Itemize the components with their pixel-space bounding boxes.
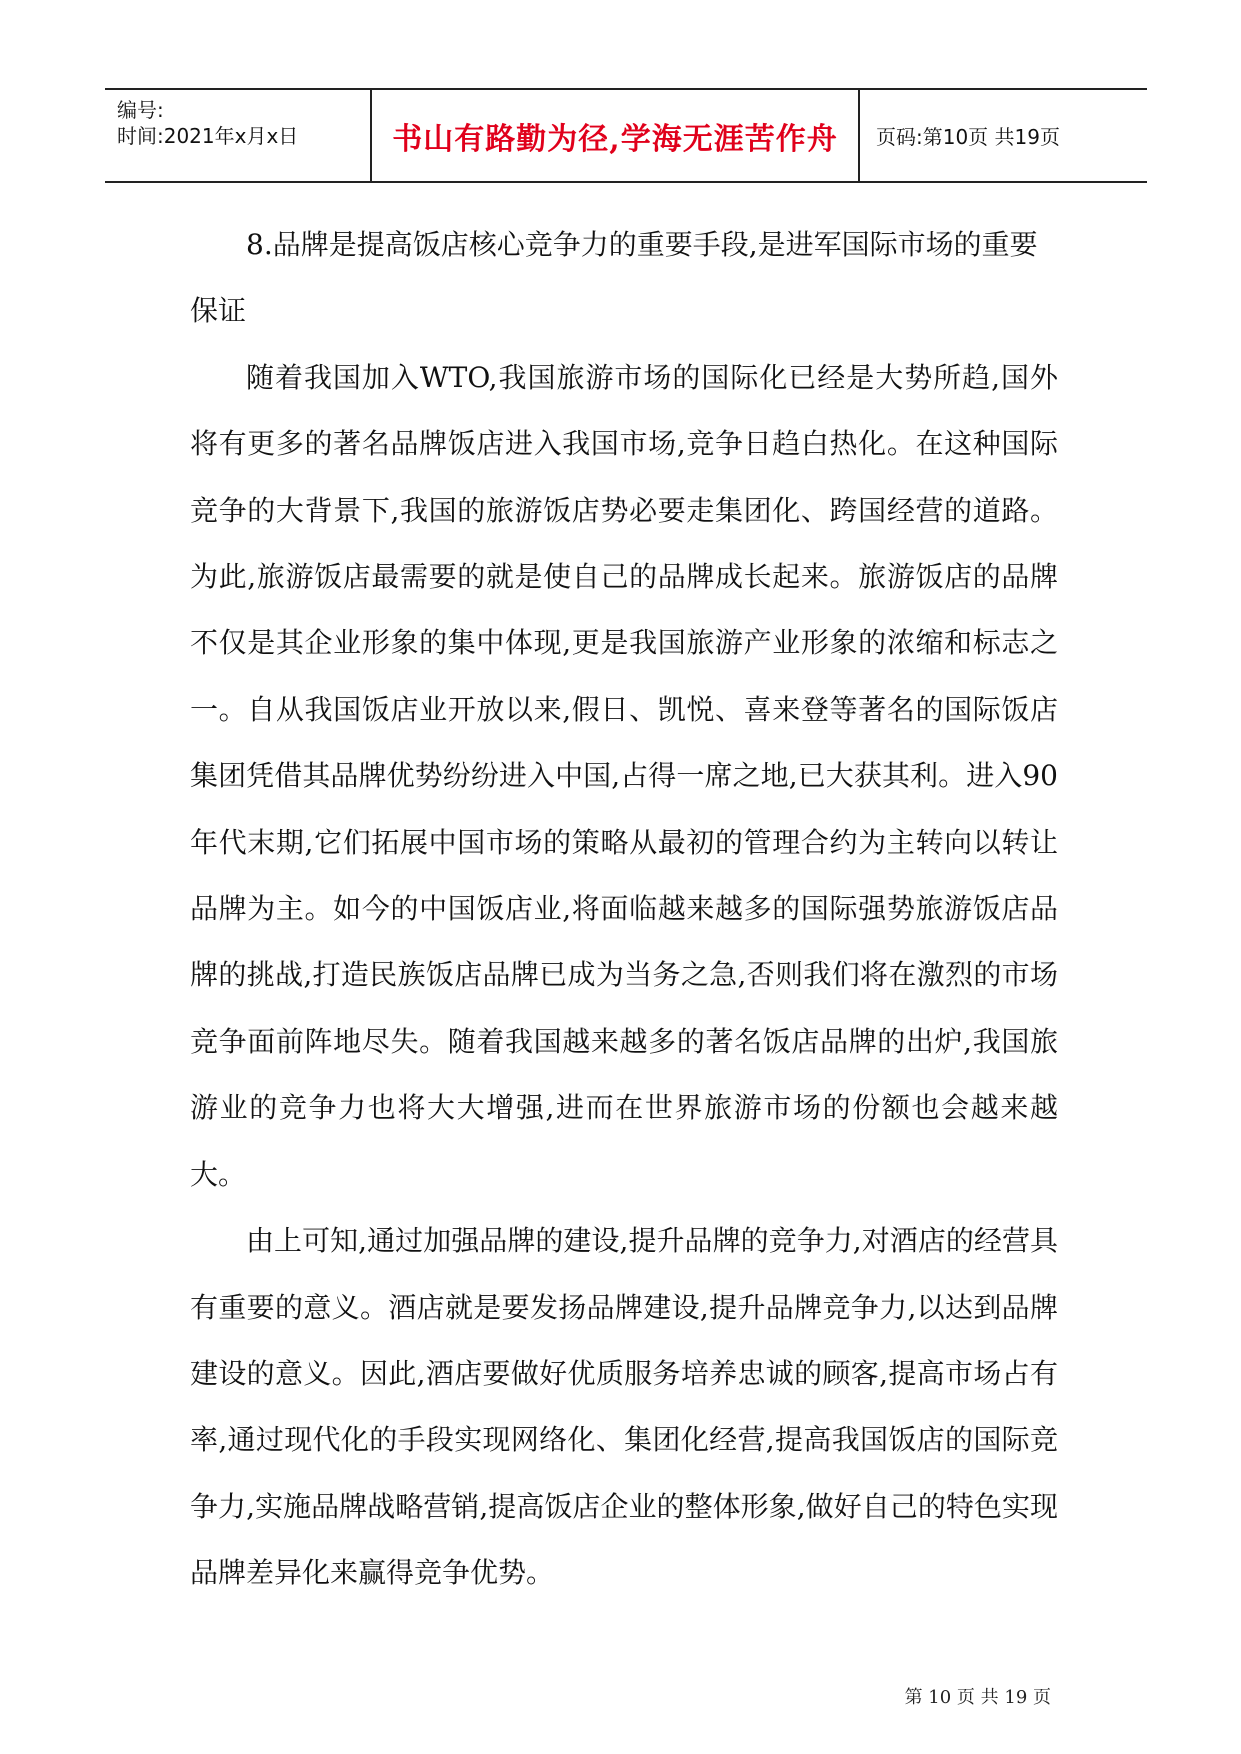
section-heading: 8.品牌是提高饭店核心竞争力的重要手段,是进军国际市场的重要保证 xyxy=(190,228,1038,328)
document-body xyxy=(190,212,1058,1607)
document-header xyxy=(105,88,1147,183)
header-motto-cell xyxy=(370,90,860,181)
footer-page-number: 第 10 页 共 19 页 xyxy=(904,1687,1051,1708)
document-number-label: 编号: xyxy=(117,98,164,122)
header-motto: 书山有路勤为径,学海无涯苦作舟 xyxy=(392,121,838,157)
body-paragraph-1: 随着我国加入WTO,我国旅游市场的国际化已经是大势所趋,国外将有更多的著名品牌饭店进入我国市场,竞争日趋白热化。在这种国际竞争的大背景下,我国的旅游饭店势必要走集团化、跨国经营的道路。为此,旅游饭店最需要的就是使自己的品牌成长起来。旅游饭店的品牌不仅是其企业形象的集中体现,更是我国旅游产业形象的浓缩和标志之一。自从我国饭店业开放以来,假日、凯悦、喜来登等著名的国际饭店集团凭借其品牌优势纷纷进入中国,占得一席之地,已大获其利。进入90年代末期,它们拓展中国市场的策略从最初的管理合约为主转向以转让品牌为主。如今的中国饭店业,将面临越来越多的国际强势旅游饭店品牌的挑战,打造民族饭店品牌已成为当务之急,否则我们将在激烈的市场竞争面前阵地尽失。随着我国越来越多的著名饭店品牌的出炉,我国旅游业的竞争力也将大大增强,进而在世界旅游市场的份额也会越来越大。 xyxy=(190,360,1058,1191)
body-paragraph-2: 由上可知,通过加强品牌的建设,提升品牌的竞争力,对酒店的经营具有重要的意义。酒店就是要发扬品牌建设,提升品牌竞争力,以达到品牌建设的意义。因此,酒店要做好优质服务培养忠诚的顾客,提高市场占有率,通过现代化的手段实现网络化、集团化经营,提高我国饭店的国际竞争力,实施品牌战略营销,提高饭店企业的整体形象,做好自己的特色实现品牌差异化来赢得竞争优势。 xyxy=(190,1224,1058,1590)
header-page-cell xyxy=(860,90,1147,181)
header-meta-cell xyxy=(105,90,370,181)
header-page-code: 页码:第10页 共19页 xyxy=(876,125,1060,149)
document-time-label: 时间:2021年x月x日 xyxy=(117,124,299,148)
